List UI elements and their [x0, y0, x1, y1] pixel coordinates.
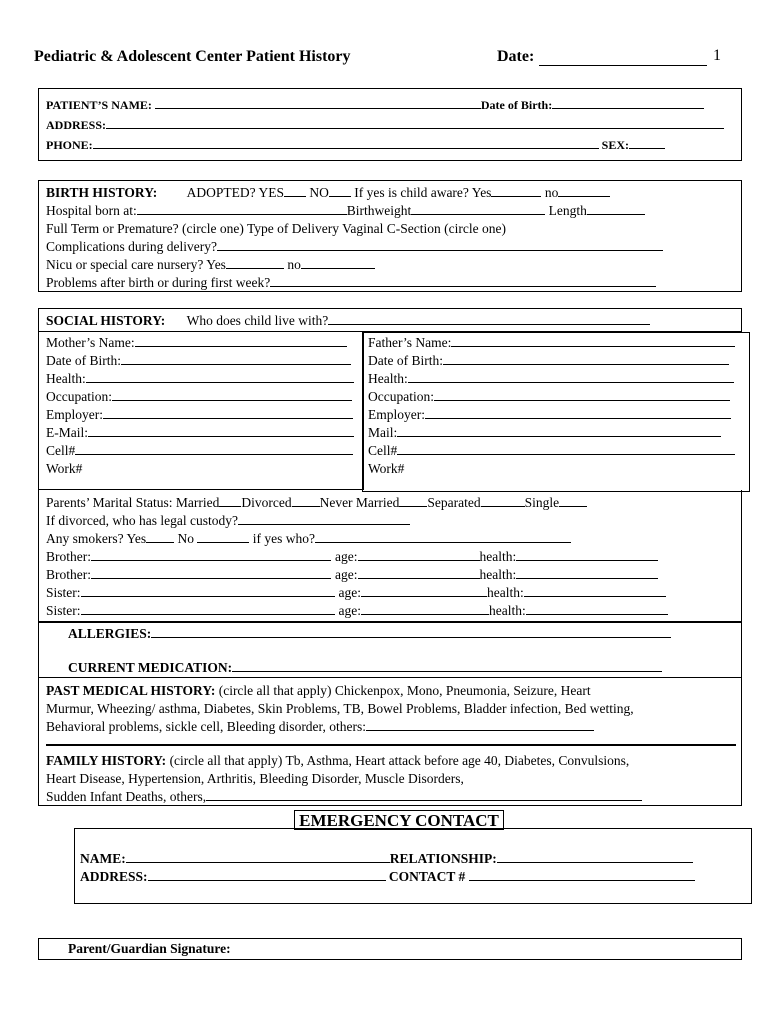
- complications-field[interactable]: [217, 238, 663, 251]
- adopted-yes-field[interactable]: [284, 184, 306, 197]
- mother-dob-field[interactable]: [121, 352, 351, 365]
- nicu-label: Nicu or special care nursery? Yes: [46, 257, 226, 272]
- mother-name-field[interactable]: [135, 334, 347, 347]
- section-divider: [46, 744, 736, 746]
- mother-email-label: E-Mail:: [46, 425, 88, 440]
- problems-label: Problems after birth or during first week?: [46, 275, 271, 290]
- mother-cell-field[interactable]: [75, 442, 353, 455]
- mother-email-row: [46, 424, 354, 442]
- emergency-name-field[interactable]: [126, 850, 390, 863]
- mother-name-row: [46, 334, 347, 352]
- emergency-address-row: [80, 868, 695, 886]
- sister-name-field[interactable]: [81, 584, 335, 597]
- patient-name-label: PATIENT’S NAME:: [46, 98, 152, 112]
- separated-label: Separated: [427, 495, 481, 510]
- father-occupation-label: Occupation:: [368, 389, 434, 404]
- sibling-age-label: age:: [335, 549, 358, 564]
- patient-name-field[interactable]: [155, 96, 481, 109]
- sibling-row: [46, 584, 666, 602]
- past-medical-line1: [46, 682, 591, 700]
- custody-row: [46, 512, 410, 530]
- adopted-row: [46, 184, 610, 202]
- smokers-row: [46, 530, 571, 548]
- page-number: 1: [713, 47, 721, 64]
- father-cell-row: [368, 442, 735, 460]
- father-employer-row: [368, 406, 731, 424]
- emergency-address-label: ADDRESS:: [80, 869, 148, 884]
- marital-status-row: [46, 494, 587, 512]
- sibling-health-field[interactable]: [526, 602, 668, 615]
- mother-dob-row: [46, 352, 351, 370]
- brother-label: Brother:: [46, 549, 91, 564]
- adopted-label: ADOPTED? YES: [186, 185, 284, 200]
- father-employer-field[interactable]: [425, 406, 731, 419]
- patient-dob-field[interactable]: [552, 96, 704, 109]
- smokers-no-field[interactable]: [197, 530, 249, 543]
- phone-field[interactable]: [93, 136, 599, 149]
- smokers-label: Any smokers? Yes: [46, 531, 147, 546]
- sibling-age-label: age:: [338, 585, 362, 600]
- social-history-heading: SOCIAL HISTORY:: [46, 313, 166, 328]
- sibling-age-field[interactable]: [361, 584, 487, 597]
- father-mail-row: [368, 424, 721, 442]
- phone-label: PHONE:: [46, 138, 93, 152]
- medication-field[interactable]: [232, 659, 662, 672]
- phone-row: [46, 136, 665, 154]
- mother-name-label: Mother’s Name:: [46, 335, 135, 350]
- father-cell-field[interactable]: [397, 442, 735, 455]
- sex-field[interactable]: [629, 136, 665, 149]
- mother-employer-field[interactable]: [103, 406, 353, 419]
- mother-employer-row: [46, 406, 353, 424]
- marital-label: Parents’ Marital Status: Married: [46, 495, 220, 510]
- sex-label: SEX:: [601, 138, 630, 152]
- past-medical-text2: Murmur, Wheezing/ asthma, Diabetes, Skin Problems, TB, Bowel Problems, Bladder infection, Bed wetting,: [46, 701, 634, 716]
- social-history-row: [46, 312, 650, 330]
- signature-label: Parent/Guardian Signature:: [68, 941, 231, 956]
- family-history-text2: Heart Disease, Hypertension, Arthritis, Bleeding Disorder, Muscle Disorders,: [46, 771, 464, 786]
- aware-no-label: no: [544, 185, 559, 200]
- father-occupation-field[interactable]: [434, 388, 730, 401]
- father-name-field[interactable]: [451, 334, 735, 347]
- sibling-age-label: age:: [338, 603, 362, 618]
- mother-occupation-row: [46, 388, 352, 406]
- father-health-label: Health:: [368, 371, 408, 386]
- sibling-age-field[interactable]: [361, 602, 489, 615]
- father-occupation-row: [368, 388, 730, 406]
- problems-field[interactable]: [270, 274, 656, 287]
- brother-name-field[interactable]: [91, 548, 331, 561]
- family-history-heading: FAMILY HISTORY:: [46, 753, 167, 768]
- emergency-name-row: [80, 850, 693, 868]
- family-history-others-field[interactable]: [206, 788, 642, 801]
- mother-health-label: Health:: [46, 371, 86, 386]
- smokers-no-label: No: [177, 531, 195, 546]
- divorced-label: Divorced: [241, 495, 292, 510]
- never-married-field[interactable]: [399, 494, 427, 507]
- mother-work-label: Work#: [46, 461, 83, 476]
- divorced-field[interactable]: [292, 494, 320, 507]
- sister-name-field[interactable]: [81, 602, 335, 615]
- past-medical-text3: Behavioral problems, sickle cell, Bleeding disorder, others:: [46, 719, 366, 734]
- custody-label: If divorced, who has legal custody?: [46, 513, 238, 528]
- medication-label: CURRENT MEDICATION:: [68, 660, 233, 675]
- medication-row: [68, 659, 662, 677]
- father-name-label: Father’s Name:: [368, 335, 452, 350]
- nicu-no-label: no: [287, 257, 301, 272]
- sibling-age-field[interactable]: [358, 566, 480, 579]
- allergies-row: [68, 625, 671, 643]
- sibling-health-field[interactable]: [516, 566, 658, 579]
- past-medical-others-field[interactable]: [366, 718, 594, 731]
- mother-cell-row: [46, 442, 353, 460]
- patient-name-row: [46, 96, 704, 114]
- problems-row: [46, 274, 656, 292]
- mother-employer-label: Employer:: [46, 407, 103, 422]
- father-dob-field[interactable]: [443, 352, 729, 365]
- sibling-health-label: health:: [487, 585, 524, 600]
- father-dob-row: [368, 352, 729, 370]
- father-employer-label: Employer:: [368, 407, 425, 422]
- sibling-health-label: health:: [489, 603, 526, 618]
- father-mail-label: Mail:: [368, 425, 398, 440]
- father-work-label: Work#: [368, 461, 405, 476]
- lives-with-field[interactable]: [328, 312, 650, 325]
- sibling-row: [46, 548, 658, 566]
- allergies-field[interactable]: [151, 625, 671, 638]
- aware-yes-field[interactable]: [491, 184, 541, 197]
- complications-row: [46, 238, 663, 256]
- lives-with-label: Who does child live with?: [186, 313, 329, 328]
- emergency-address-field[interactable]: [148, 868, 386, 881]
- married-field[interactable]: [219, 494, 241, 507]
- father-cell-label: Cell#: [368, 443, 398, 458]
- sibling-row: [46, 602, 668, 620]
- hospital-row: [46, 202, 645, 220]
- family-history-line3: [46, 788, 642, 806]
- sibling-health-field[interactable]: [524, 584, 666, 597]
- sister-label: Sister:: [46, 603, 81, 618]
- single-label: Single: [524, 495, 560, 510]
- adopted-no-label: NO: [309, 185, 329, 200]
- father-dob-label: Date of Birth:: [368, 353, 443, 368]
- sibling-health-field[interactable]: [516, 548, 658, 561]
- nicu-yes-field[interactable]: [226, 256, 284, 269]
- emergency-name-label: NAME:: [80, 851, 126, 866]
- birthweight-label: Birthweight: [346, 203, 412, 218]
- emergency-contact-label: CONTACT #: [388, 869, 466, 884]
- emergency-relationship-label: RELATIONSHIP:: [389, 851, 497, 866]
- past-medical-heading: PAST MEDICAL HISTORY:: [46, 683, 216, 698]
- mother-health-field[interactable]: [86, 370, 354, 383]
- emergency-contact-field[interactable]: [469, 868, 695, 881]
- mother-occupation-field[interactable]: [112, 388, 352, 401]
- length-field[interactable]: [587, 202, 645, 215]
- brother-label: Brother:: [46, 567, 91, 582]
- father-name-row: [368, 334, 735, 352]
- patient-dob-label: Date of Birth:: [480, 98, 553, 112]
- hospital-field[interactable]: [137, 202, 347, 215]
- sister-label: Sister:: [46, 585, 81, 600]
- smokers-who-field[interactable]: [315, 530, 571, 543]
- birth-history-heading: BIRTH HISTORY:: [46, 185, 158, 200]
- address-label: ADDRESS:: [46, 118, 107, 132]
- mother-occupation-label: Occupation:: [46, 389, 112, 404]
- smokers-yes-field[interactable]: [146, 530, 174, 543]
- father-health-field[interactable]: [408, 370, 734, 383]
- term-label: Full Term or Premature? (circle one) Type of Delivery Vaginal C-Section (circle one): [46, 221, 506, 236]
- family-history-line1: [46, 752, 629, 770]
- family-history-text3: Sudden Infant Deaths, others,: [46, 789, 207, 804]
- date-label: Date:: [497, 48, 535, 65]
- emergency-relationship-field[interactable]: [497, 850, 693, 863]
- aware-label: If yes is child aware? Yes: [354, 185, 492, 200]
- nicu-row: [46, 256, 375, 274]
- sibling-age-label: age:: [335, 567, 358, 582]
- mother-health-row: [46, 370, 354, 388]
- never-married-label: Never Married: [319, 495, 400, 510]
- custody-field[interactable]: [238, 512, 410, 525]
- sibling-row: [46, 566, 658, 584]
- aware-no-field[interactable]: [558, 184, 610, 197]
- birthweight-field[interactable]: [411, 202, 545, 215]
- complications-label: Complications during delivery?: [46, 239, 217, 254]
- past-medical-line3: [46, 718, 594, 736]
- address-row: [46, 116, 724, 134]
- adopted-no-field[interactable]: [329, 184, 351, 197]
- hospital-label: Hospital born at:: [46, 203, 137, 218]
- mother-work-row: [46, 460, 82, 478]
- smokers-who-label: if yes who?: [252, 531, 315, 546]
- father-mail-field[interactable]: [397, 424, 721, 437]
- mother-cell-label: Cell#: [46, 443, 76, 458]
- single-field[interactable]: [559, 494, 587, 507]
- father-health-row: [368, 370, 734, 388]
- family-history-text1: (circle all that apply) Tb, Asthma, Heart attack before age 40, Diabetes, Convulsions,: [169, 753, 630, 768]
- date-field[interactable]: [539, 53, 707, 66]
- allergies-label: ALLERGIES:: [68, 626, 152, 641]
- sibling-age-field[interactable]: [358, 548, 480, 561]
- sibling-health-label: health:: [479, 549, 517, 564]
- length-label: Length: [548, 203, 587, 218]
- past-medical-text1: (circle all that apply) Chickenpox, Mono, Pneumonia, Seizure, Heart: [218, 683, 591, 698]
- nicu-no-field[interactable]: [301, 256, 375, 269]
- separated-field[interactable]: [481, 494, 525, 507]
- brother-name-field[interactable]: [91, 566, 331, 579]
- mother-dob-label: Date of Birth:: [46, 353, 121, 368]
- address-field[interactable]: [106, 116, 724, 129]
- mother-email-field[interactable]: [88, 424, 354, 437]
- sibling-health-label: health:: [479, 567, 517, 582]
- father-work-row: [368, 460, 404, 478]
- emergency-contact-heading: EMERGENCY CONTACT: [294, 810, 504, 830]
- form-title: Pediatric & Adolescent Center Patient History: [34, 48, 351, 65]
